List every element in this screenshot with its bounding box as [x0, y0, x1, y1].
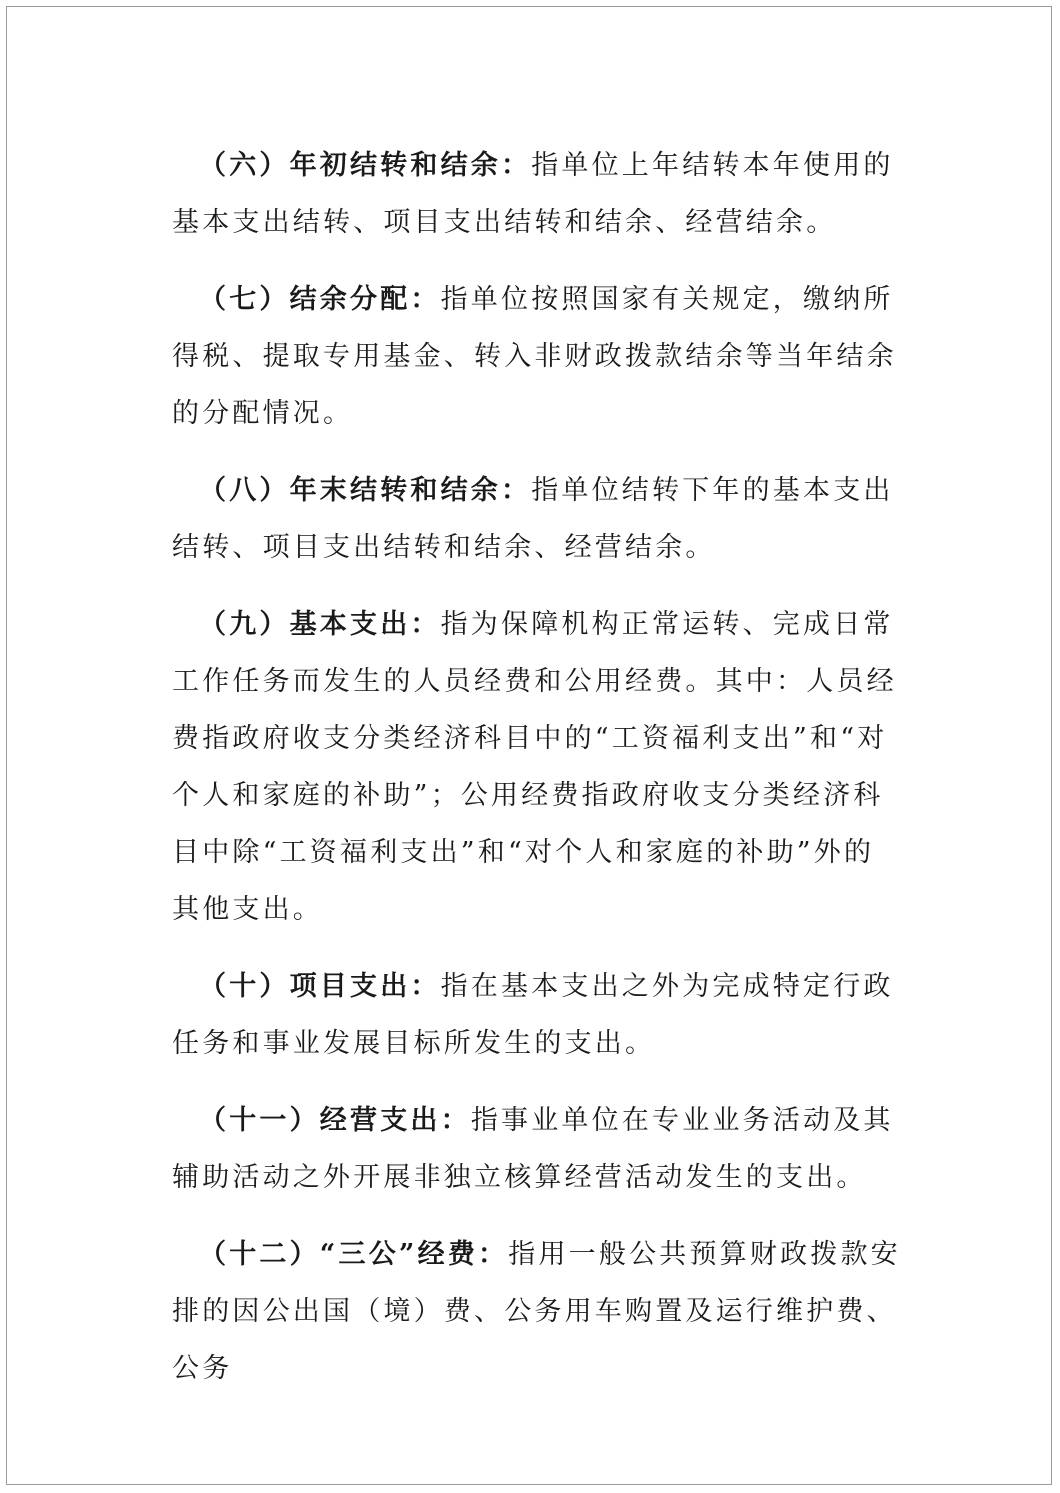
- term-heading: （十一）经营支出：: [199, 1105, 471, 1136]
- term-definition: 指用一般公共预算财政拨款安排的因公出国（境）费、公务用车购置及运行维护费、公务: [172, 1239, 901, 1384]
- paragraph-item-6: [172, 137, 902, 251]
- document-page: [6, 6, 1052, 1485]
- term-definition: 指为保障机构正常运转、完成日常工作任务而发生的人员经费和公用经费。其中：人员经费指政府收支分类经济科目中的“工资福利支出”和“对个人和家庭的补助”；公用经费指政府收支分类经济科目中除“工资福利支出”和“对个人和家庭的补助”外的其他支出。: [172, 609, 897, 925]
- term-heading: （九）基本支出：: [199, 609, 441, 640]
- term-definition: 指单位结转下年的基本支出结转、项目支出结转和结余、经营结余。: [172, 475, 894, 563]
- term-definition: 指单位按照国家有关规定，缴纳所得税、提取专用基金、转入非财政拨款结余等当年结余的分配情况。: [172, 284, 897, 429]
- paragraph-item-8: [172, 462, 902, 576]
- paragraph-item-11: [172, 1092, 902, 1206]
- paragraph-item-10: [172, 958, 902, 1072]
- paragraph-item-7: [172, 271, 902, 442]
- term-heading: （十二）“三公”经费：: [199, 1239, 509, 1270]
- term-definition: 指单位上年结转本年使用的基本支出结转、项目支出结转和结余、经营结余。: [172, 150, 894, 238]
- term-heading: （八）年末结转和结余：: [199, 475, 532, 506]
- term-definition: 指事业单位在专业业务活动及其辅助活动之外开展非独立核算经营活动发生的支出。: [172, 1105, 894, 1193]
- paragraph-item-12: [172, 1226, 902, 1397]
- paragraph-item-9: [172, 596, 902, 938]
- term-heading: （六）年初结转和结余：: [199, 150, 532, 181]
- term-heading: （十）项目支出：: [199, 971, 441, 1002]
- term-heading: （七）结余分配：: [199, 284, 441, 315]
- document-body: [172, 137, 902, 1417]
- term-definition: 指在基本支出之外为完成特定行政任务和事业发展目标所发生的支出。: [172, 971, 894, 1059]
